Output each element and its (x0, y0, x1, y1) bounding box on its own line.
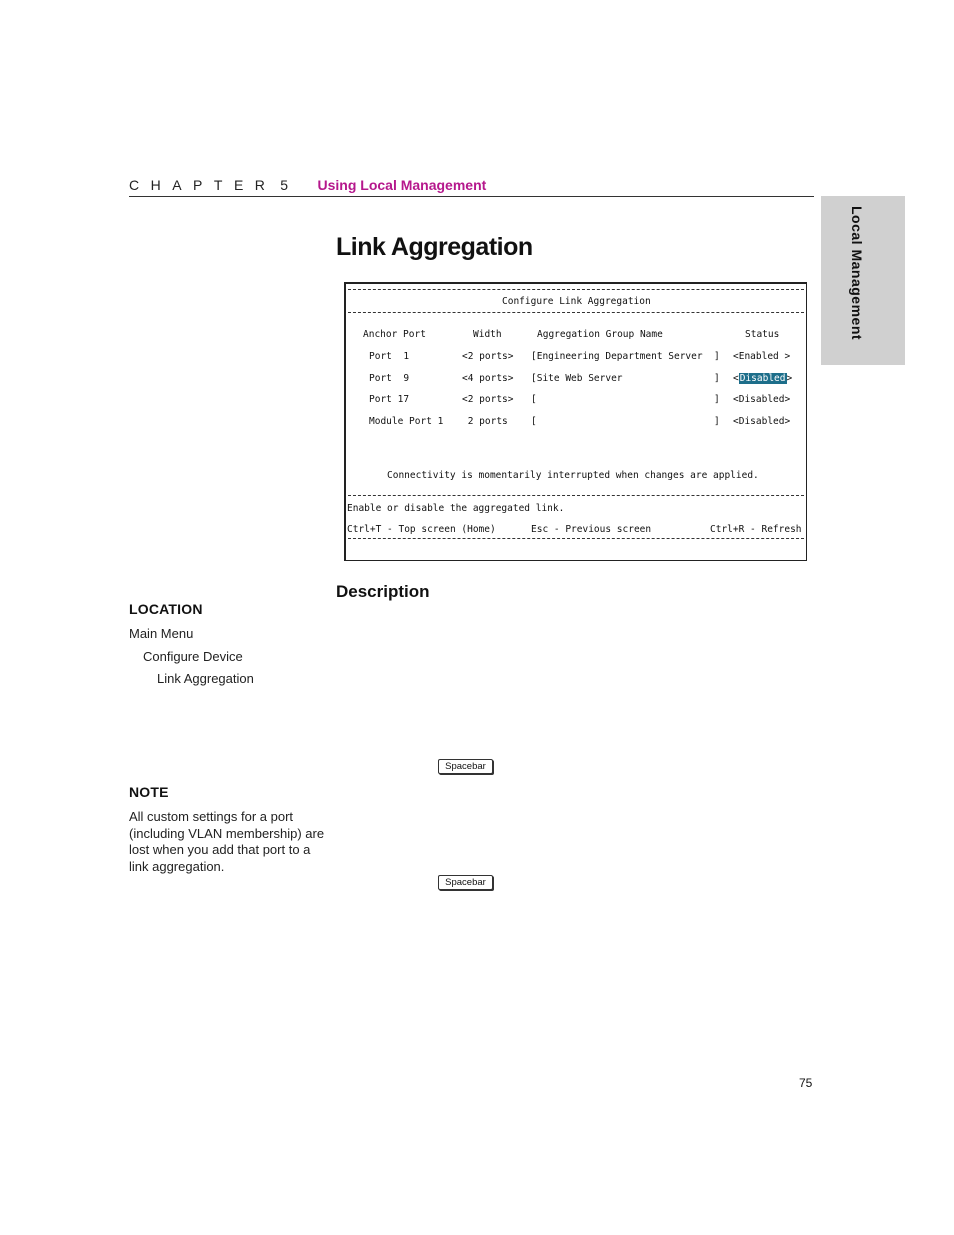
column-anchor-port: Anchor Port (363, 329, 426, 340)
column-width: Width (473, 329, 502, 340)
terminal-help-text: Enable or disable the aggregated link. (347, 503, 565, 514)
row-port: Port 9 (369, 373, 410, 384)
status-bracket: < (733, 373, 739, 384)
row-width-value: 2 ports (462, 416, 514, 427)
terminal-notice: Connectivity is momentarily interrupted when changes are applied. (387, 470, 759, 481)
row-status-selector[interactable]: <Disabled> (733, 416, 791, 427)
terminal-divider (348, 289, 804, 290)
location-path-level-2: Configure Device (143, 649, 243, 664)
location-path-level-3: Link Aggregation (157, 671, 254, 686)
terminal-divider (348, 495, 804, 496)
page-title: Link Aggregation (336, 233, 533, 261)
status-highlighted-value: Disabled (739, 373, 786, 384)
chapter-word: CHAPTER (129, 177, 277, 193)
row-group-name-field[interactable]: [ ] (531, 416, 720, 427)
key-previous-screen[interactable]: Esc - Previous screen (531, 524, 652, 535)
note-line: (including VLAN membership) are (129, 826, 325, 841)
status-bracket: > (786, 373, 793, 384)
row-group-name-field[interactable]: [Site Web Server ] (531, 373, 720, 384)
row-port: Module Port 1 (369, 416, 444, 427)
row-status-selector[interactable] (733, 373, 792, 384)
row-group-name-field[interactable]: [Engineering Department Server ] (531, 351, 720, 362)
row-port: Port 1 (369, 351, 410, 362)
note-heading: NOTE (129, 784, 169, 800)
column-status: Status (745, 329, 780, 340)
key-top-screen[interactable]: Ctrl+T - Top screen (Home) (347, 524, 496, 535)
note-line: All custom settings for a port (129, 809, 294, 824)
note-line: link aggregation. (129, 859, 225, 874)
row-width-selector[interactable]: <2 ports> (462, 351, 514, 362)
page-number: 75 (799, 1076, 813, 1090)
terminal-title: Configure Link Aggregation (502, 296, 651, 307)
row-width-selector[interactable]: <2 ports> (462, 394, 514, 405)
row-status-selector[interactable]: <Disabled> (733, 394, 791, 405)
column-group-name: Aggregation Group Name (537, 329, 663, 340)
row-width-selector[interactable]: <4 ports> (462, 373, 514, 384)
row-status-selector[interactable]: <Enabled > (733, 351, 791, 362)
terminal-screen (344, 282, 807, 561)
side-tab-label: Local Management (849, 206, 865, 341)
chapter-title: Using Local Management (317, 177, 487, 193)
header-rule (129, 196, 814, 197)
location-heading: LOCATION (129, 601, 203, 617)
running-header (129, 177, 486, 193)
note-line: lost when you add that port to a (129, 842, 311, 857)
spacebar-keycap: Spacebar (438, 875, 493, 890)
terminal-divider (348, 312, 804, 313)
key-refresh[interactable]: Ctrl+R - Refresh (710, 524, 802, 535)
terminal-divider (348, 538, 804, 539)
location-path-level-1: Main Menu (129, 626, 194, 641)
row-port: Port 17 (369, 394, 410, 405)
description-heading: Description (336, 582, 430, 601)
spacebar-keycap: Spacebar (438, 759, 493, 774)
chapter-number: 5 (280, 177, 300, 193)
row-group-name-field[interactable]: [ ] (531, 394, 720, 405)
side-tab (821, 196, 905, 365)
